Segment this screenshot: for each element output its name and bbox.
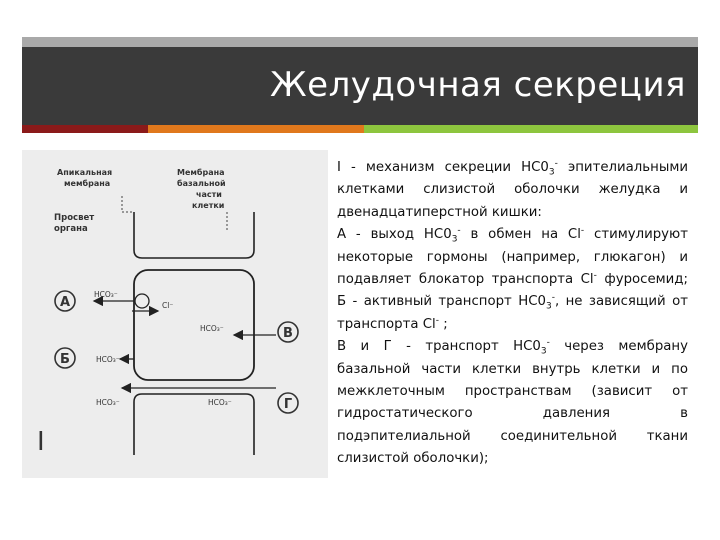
lower-cell-outline bbox=[134, 394, 254, 455]
hco3-label-b: HCO₃⁻ bbox=[96, 355, 120, 364]
main-cell bbox=[134, 270, 254, 380]
marker-g: Г bbox=[283, 397, 293, 412]
marker-v: В bbox=[283, 326, 293, 341]
paragraph-v-g: В и Г - транспорт $НС0_3^-$ через мембрану базальной части клетки внутрь клетки и по межклеточным пространствам (зависит от гидростатического давления в подэпителиальной соединительной ткани слизистой оболочки); bbox=[337, 337, 688, 467]
exchanger-circle bbox=[135, 294, 149, 308]
title-banner bbox=[22, 47, 698, 125]
hco3-label-g-right: HCO₃⁻ bbox=[208, 398, 232, 407]
top-gray-bar bbox=[22, 37, 698, 47]
upper-cell-outline bbox=[134, 212, 254, 258]
marker-a: А bbox=[59, 295, 71, 310]
roman-numeral: I bbox=[37, 427, 45, 457]
paragraph-mechanism: I - механизм секреции $НС0_3^-$ эпителиальными клетками слизистой оболочки желудка и двенадцатиперстной кишки: bbox=[337, 158, 688, 220]
paragraph-b: Б - активный транспорт $НС0_3^-$, не зависящий от транспорта Сl- ; bbox=[337, 293, 688, 332]
slide-title: Желудочная секреция bbox=[270, 65, 686, 105]
marker-b: Б bbox=[60, 352, 70, 367]
hco3-label-a: HCO₃⁻ bbox=[94, 290, 118, 299]
stripe-red bbox=[22, 125, 148, 133]
diagram-svg bbox=[22, 150, 328, 478]
cl-label-a: Cl⁻ bbox=[162, 301, 174, 310]
description-text bbox=[337, 157, 688, 471]
lumen-label: Просвет органа bbox=[54, 213, 95, 234]
basal-membrane-label: Мембрана базальной части клетки bbox=[177, 168, 226, 210]
paragraph-a: А - выход $НС0_3^-$ в обмен на Сl- стимулируют некоторые гормоны (например, глюкагон) и подавляет блокатор транспорта Сl- фуросемид; bbox=[337, 225, 688, 288]
hco3-label-v: HCO₃⁻ bbox=[200, 324, 224, 333]
stripe-orange bbox=[148, 125, 364, 133]
apical-membrane-label: Апикальная мембрана bbox=[57, 168, 113, 188]
hco3-label-g-left: HCO₃⁻ bbox=[96, 398, 120, 407]
secretion-diagram bbox=[22, 150, 328, 478]
stripe-green bbox=[364, 125, 698, 133]
